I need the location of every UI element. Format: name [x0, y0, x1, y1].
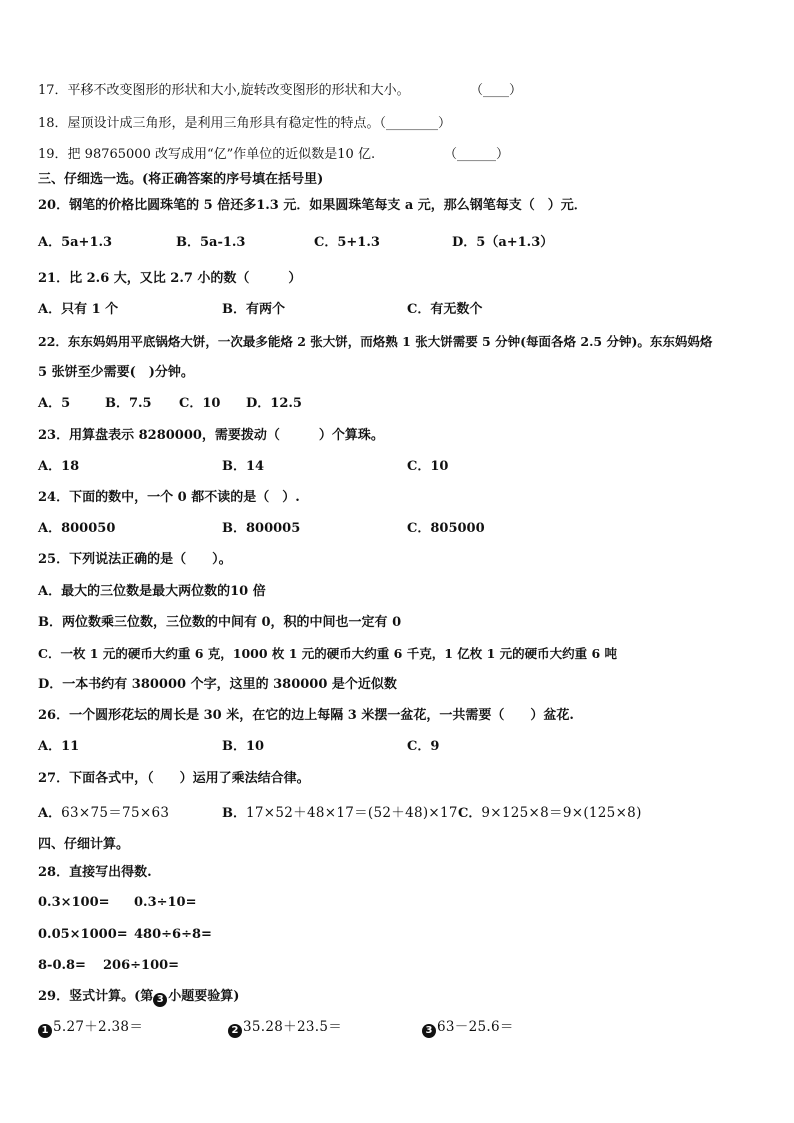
q17-line — [38, 82, 410, 100]
q21-option-a[interactable]: A．只有 1 个 — [38, 302, 119, 317]
q20-option-b[interactable]: B．5a-1.3 — [176, 235, 246, 250]
q22-stem-line2: 5 张饼至少需要( )分钟。 — [38, 365, 194, 380]
q21-stem: 21．比 2.6 大，又比 2.7 小的数（ ） — [38, 271, 302, 286]
q25-stem: 25．下列说法正确的是（ ）。 — [38, 552, 232, 567]
q25-option-b[interactable]: B．两位数乘三位数，三位数的中间有 0，积的中间也一定有 0 — [38, 615, 402, 630]
circled-1-icon: 1 — [38, 1024, 52, 1038]
q17-text: 17．平移不改变图形的形状和大小,旋转改变图形的形状和大小。 — [38, 83, 410, 98]
q18-line — [38, 115, 451, 133]
q22-option-d[interactable]: D．12.5 — [246, 396, 302, 411]
q28-item-6: 206÷100= — [103, 958, 180, 973]
q27-option-c-label: C． — [458, 806, 482, 821]
q29-item-2-expr: 35.28＋23.5＝ — [243, 1019, 343, 1035]
q29-stem-post: 小题要验算) — [168, 989, 240, 1004]
q24-option-a[interactable]: A．800050 — [38, 521, 116, 536]
q28-item-4: 480÷6÷8= — [134, 927, 212, 942]
q27-stem: 27．下面各式中，（ ）运用了乘法结合律。 — [38, 771, 310, 786]
q27-option-b-expr: 17×52＋48×17＝(52＋48)×17 — [246, 805, 458, 821]
q29-item-1 — [38, 1018, 143, 1038]
circled-3-icon: 3 — [153, 993, 167, 1007]
q25-option-a[interactable]: A．最大的三位数是最大两位数的10 倍 — [38, 584, 266, 599]
q22-option-b[interactable]: B．7.5 — [105, 396, 152, 411]
q18-text: 18．屋顶设计成三角形，是利用三角形具有稳定性的特点。 — [38, 116, 380, 131]
q29-item-1-expr: 5.27＋2.38＝ — [53, 1019, 144, 1035]
q28-item-2: 0.3÷10= — [134, 895, 197, 910]
q17-answer-blank[interactable]: （____） — [470, 83, 523, 98]
q24-option-b[interactable]: B．800005 — [222, 521, 301, 536]
q21-option-c[interactable]: C．有无数个 — [407, 302, 483, 317]
q18-answer-blank[interactable]: （________） — [379, 116, 452, 131]
q27-option-a-expr: 63×75＝75×63 — [61, 805, 170, 821]
q26-option-b[interactable]: B．10 — [222, 739, 265, 754]
q23-option-c[interactable]: C．10 — [407, 459, 449, 474]
q19-line — [38, 146, 375, 164]
circled-3-icon: 3 — [422, 1024, 436, 1038]
q27-option-c-expr: 9×125×8＝9×(125×8) — [481, 805, 642, 821]
q25-option-d[interactable]: D．一本书约有 380000 个字，这里的 380000 是个近似数 — [38, 677, 397, 692]
q25-option-c[interactable]: C．一枚 1 元的硬币大约重 6 克，1000 枚 1 元的硬币大约重 6 千克，1 亿枚 1 元的硬币大约重 6 吨 — [38, 646, 618, 661]
q28-item-1: 0.3×100= — [38, 895, 110, 910]
q28-stem: 28．直接写出得数. — [38, 865, 152, 880]
q29-stem-pre: 29．竖式计算。(第 — [38, 989, 154, 1004]
q20-stem: 20．钢笔的价格比圆珠笔的 5 倍还多1.3 元．如果圆珠笔每支 a 元，那么钢笔每支（ ）元． — [38, 198, 587, 213]
q22-option-a[interactable]: A．5 — [38, 396, 71, 411]
q26-stem: 26．一个圆形花坛的周长是 30 米，在它的边上每隔 3 米摆一盆花，一共需要（ ）盆花. — [38, 708, 574, 723]
q24-option-c[interactable]: C．805000 — [407, 521, 485, 536]
q19-text: 19．把 98765000 改写成用“亿”作单位的近似数是10 亿. — [38, 147, 376, 162]
q27-option-c[interactable] — [458, 804, 642, 823]
q27-option-b-label: B． — [222, 806, 246, 821]
q28-item-3: 0.05×1000= — [38, 927, 128, 942]
q23-stem: 23．用算盘表示 8280000，需要拨动（ ）个算珠。 — [38, 428, 384, 443]
q20-option-d[interactable]: D．5（a+1.3） — [452, 235, 554, 250]
q19-answer-blank[interactable]: （______） — [444, 147, 510, 162]
q22-stem-line1: 22．东东妈妈用平底锅烙大饼，一次最多能烙 2 张大饼，而烙熟 1 张大饼需要 5 分钟(每面各烙 2.5 分钟)。东东妈妈烙 — [38, 334, 713, 349]
q23-option-a[interactable]: A．18 — [38, 459, 80, 474]
section-4-heading: 四、仔细计算。 — [38, 837, 130, 852]
q24-stem: 24．下面的数中，一个 0 都不读的是（ ）. — [38, 490, 300, 505]
q29-item-3-expr: 63－25.6＝ — [437, 1019, 514, 1035]
q21-option-b[interactable]: B．有两个 — [222, 302, 285, 317]
section-3-heading: 三、仔细选一选。(将正确答案的序号填在括号里) — [38, 172, 324, 187]
q29-stem — [38, 988, 239, 1007]
q26-option-a[interactable]: A．11 — [38, 739, 80, 754]
q27-option-a-label: A． — [38, 806, 62, 821]
q20-option-a[interactable]: A．5a+1.3 — [38, 235, 113, 250]
q29-item-2 — [228, 1018, 342, 1038]
q28-item-5: 8-0.8= — [38, 958, 86, 973]
q27-option-a[interactable] — [38, 804, 169, 823]
q22-option-c[interactable]: C．10 — [179, 396, 221, 411]
circled-2-icon: 2 — [228, 1024, 242, 1038]
q23-option-b[interactable]: B．14 — [222, 459, 265, 474]
q27-option-b[interactable] — [222, 804, 458, 823]
q20-option-c[interactable]: C．5+1.3 — [314, 235, 380, 250]
q29-item-3 — [422, 1018, 514, 1038]
q26-option-c[interactable]: C．9 — [407, 739, 440, 754]
